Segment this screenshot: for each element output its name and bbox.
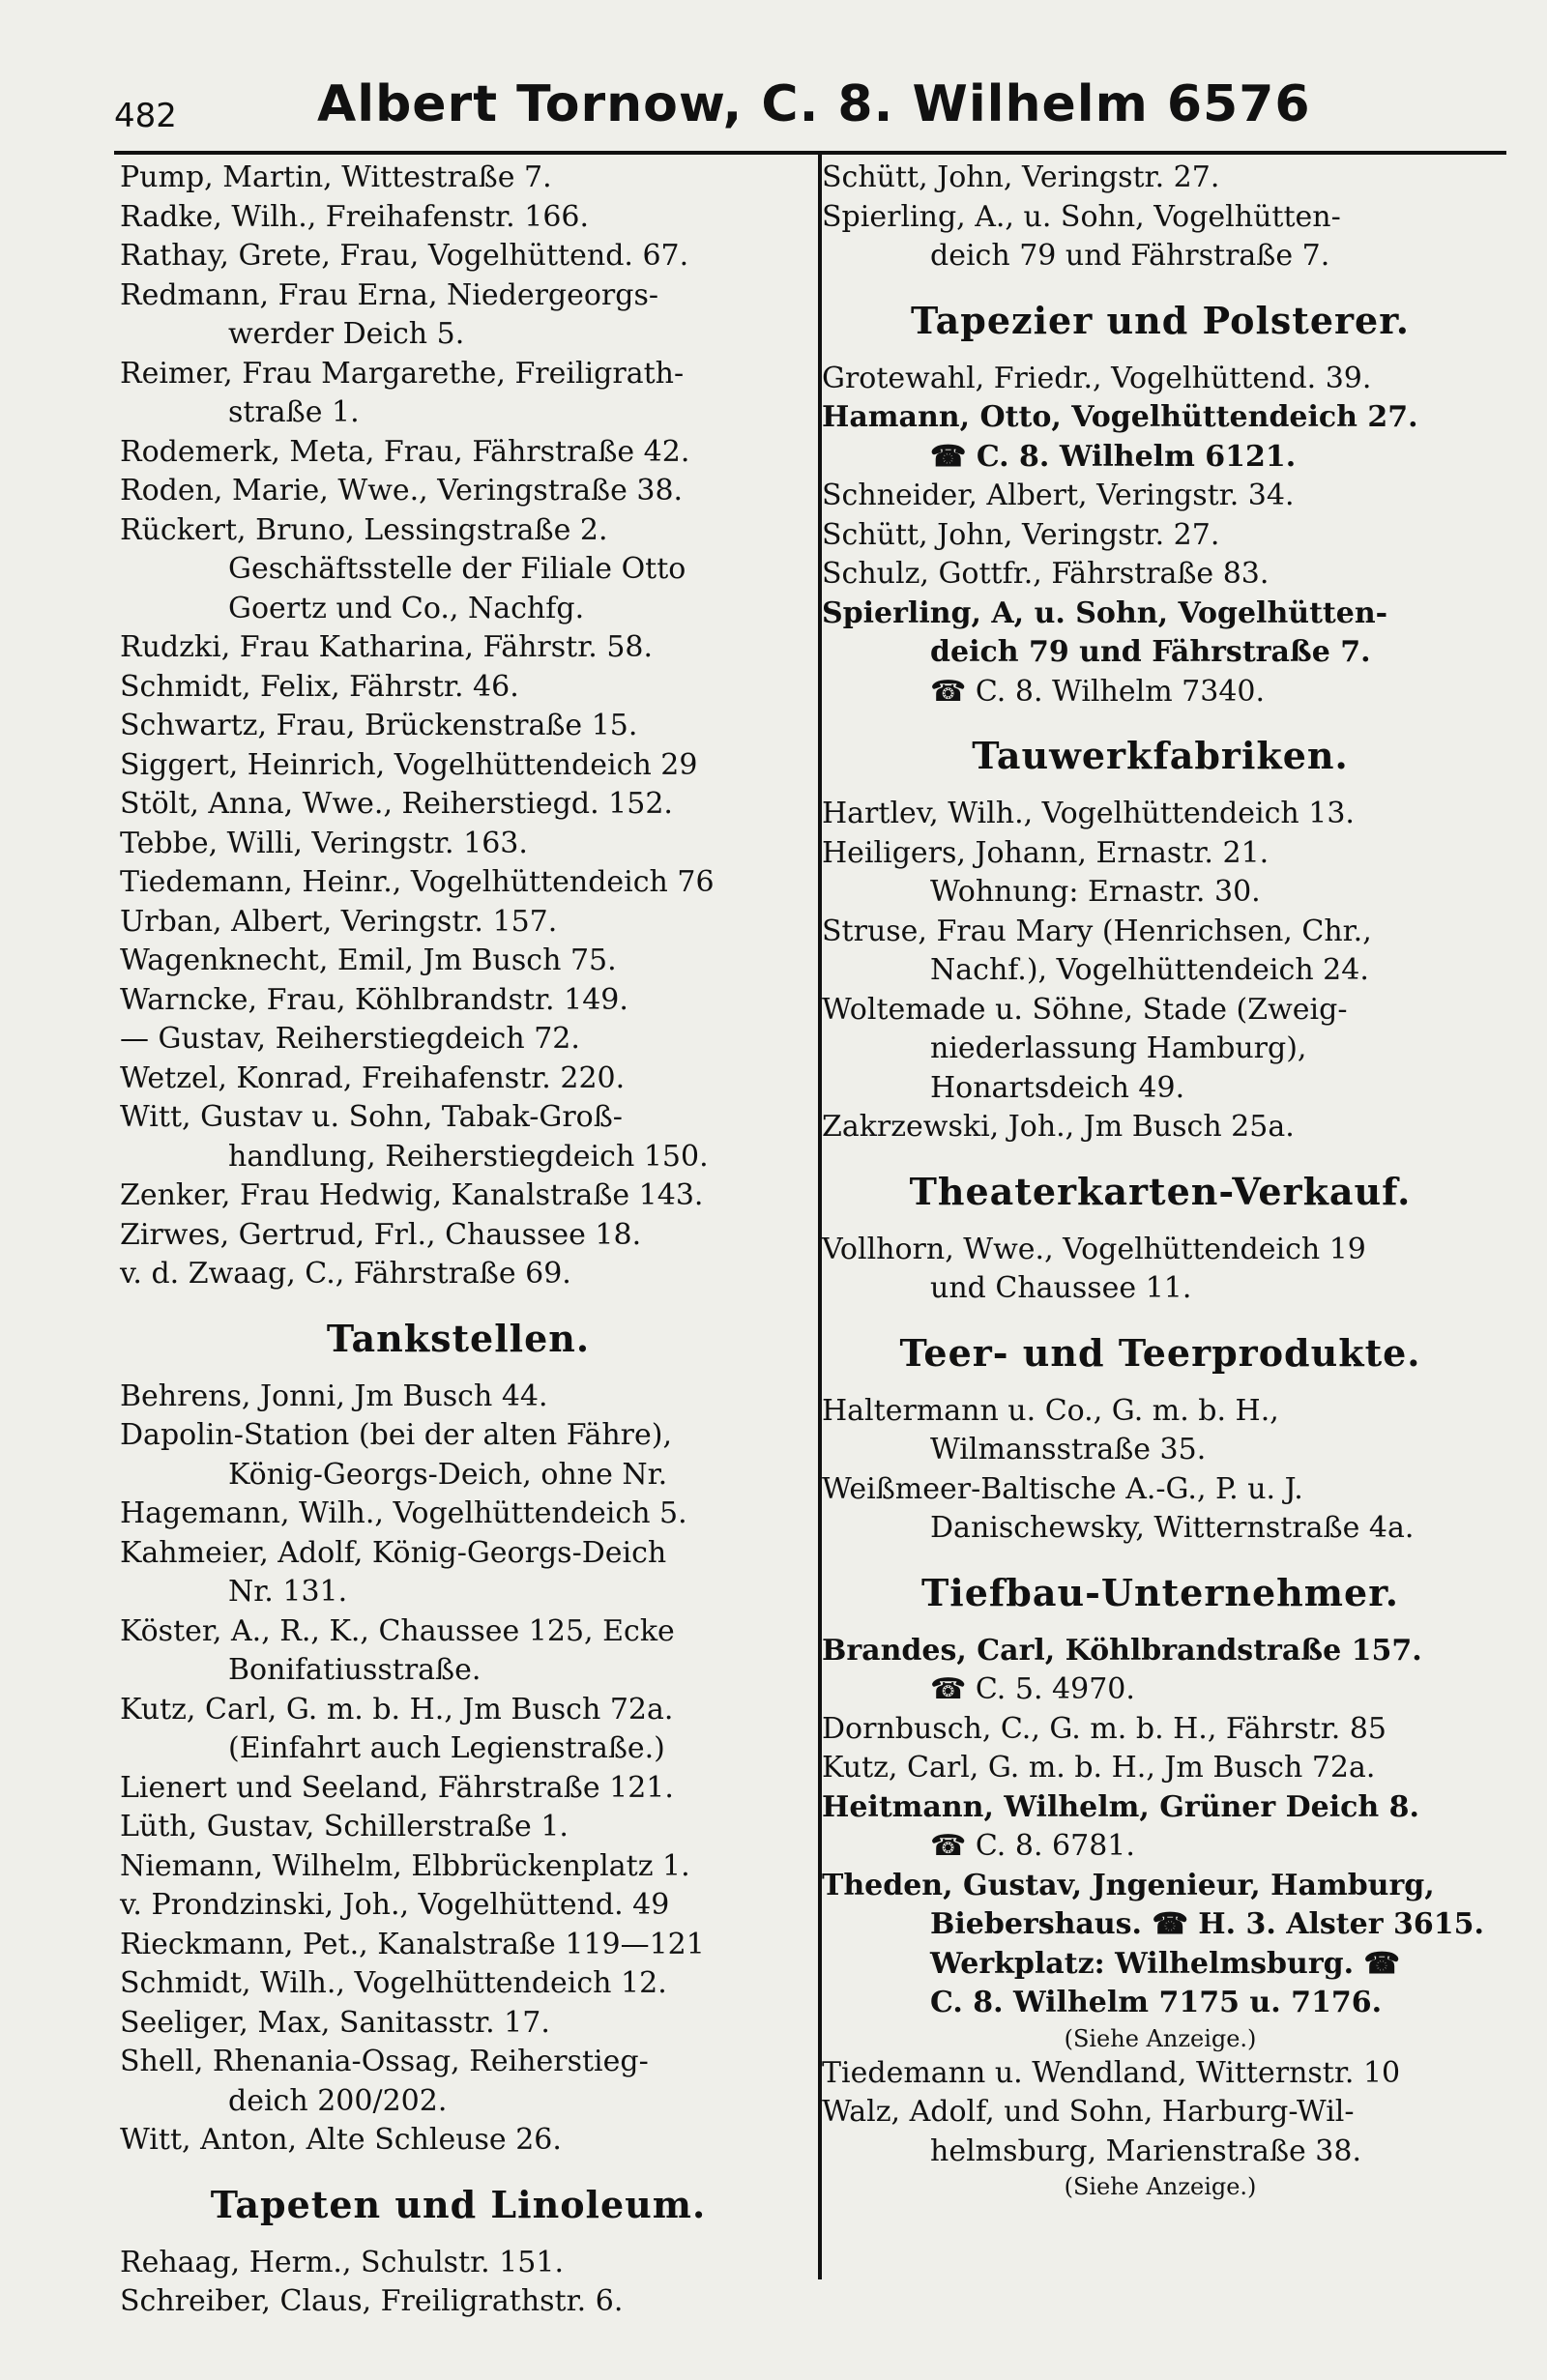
directory-entry: v. Prondzinski, Joh., Vogelhüttend. 49 <box>120 1888 670 1922</box>
directory-entry: Rückert, Bruno, Lessingstraße 2. <box>120 512 608 547</box>
directory-entry: Schütt, John, Veringstr. 27. <box>822 160 1220 194</box>
directory-entry: Rodemerk, Meta, Frau, Fährstraße 42. <box>120 434 690 469</box>
directory-entry: Dornbusch, C., G. m. b. H., Fährstr. 85 <box>822 1711 1386 1746</box>
section-heading: Teer- und Teerprodukte. <box>899 1330 1421 1375</box>
directory-entry: Warncke, Frau, Köhlbrandstr. 149. <box>120 982 628 1017</box>
directory-entry: Behrens, Jonni, Jm Busch 44. <box>120 1379 548 1413</box>
directory-entry-continuation: niederlassung Hamburg), <box>930 1031 1307 1065</box>
directory-entry: Rathay, Grete, Frau, Vogelhüttend. 67. <box>120 239 689 273</box>
directory-entry-continuation: Bonifatiusstraße. <box>228 1653 482 1687</box>
directory-entry: Vollhorn, Wwe., Vogelhüttendeich 19 <box>822 1232 1366 1266</box>
directory-entry: Pump, Martin, Wittestraße 7. <box>120 160 552 194</box>
directory-entry: Rudzki, Frau Katharina, Fährstr. 58. <box>120 630 654 664</box>
directory-entry: Spierling, A, u. Sohn, Vogelhütten- <box>822 595 1388 630</box>
directory-entry: Kutz, Carl, G. m. b. H., Jm Busch 72a. <box>822 1751 1376 1785</box>
directory-entry: Schmidt, Wilh., Vogelhüttendeich 12. <box>120 1966 667 2000</box>
directory-entry-continuation: Wilmansstraße 35. <box>930 1433 1207 1466</box>
left-column <box>120 159 797 2322</box>
directory-entry-continuation: werder Deich 5. <box>228 317 465 351</box>
directory-entry-continuation: handlung, Reiherstiegdeich 150. <box>228 1139 709 1174</box>
directory-entry-continuation: ☎ C. 5. 4970. <box>930 1672 1135 1706</box>
directory-entry: Niemann, Wilhelm, Elbbrückenplatz 1. <box>120 1848 690 1883</box>
directory-entry-continuation: Wohnung: Ernastr. 30. <box>930 875 1261 909</box>
directory-entry: Hartlev, Wilh., Vogelhüttendeich 13. <box>822 797 1355 830</box>
directory-entry: Rehaag, Herm., Schulstr. 151. <box>120 2245 564 2279</box>
see-advertisement-note: (Siehe Anzeige.) <box>1064 2173 1257 2200</box>
directory-entry: Lienert und Seeland, Fährstraße 121. <box>120 1770 674 1805</box>
section-heading: Tiefbau-Unternehmer. <box>921 1570 1399 1614</box>
directory-entry: Siggert, Heinrich, Vogelhüttendeich 29 <box>120 747 698 782</box>
directory-entry-continuation: Biebershaus. ☎ H. 3. Alster 3615. <box>930 1907 1484 1941</box>
section-heading: Tauwerkfabriken. <box>972 734 1349 777</box>
directory-entry-continuation: deich 79 und Fährstraße 7. <box>930 239 1330 273</box>
directory-entry-continuation: Geschäftsstelle der Filiale Otto <box>228 552 686 586</box>
directory-entry-continuation: Goertz und Co., Nachfg. <box>228 591 585 625</box>
directory-entry: Heiligers, Johann, Ernastr. 21. <box>822 835 1270 870</box>
directory-entry: Schneider, Albert, Veringstr. 34. <box>822 479 1295 512</box>
directory-entry: Radke, Wilh., Freihafenstr. 166. <box>120 199 590 234</box>
directory-entry: Lüth, Gustav, Schillerstraße 1. <box>120 1810 569 1843</box>
directory-entry: Hamann, Otto, Vogelhüttendeich 27. <box>822 400 1418 434</box>
directory-entry: Schreiber, Claus, Freiligrathstr. 6. <box>120 2284 624 2318</box>
directory-entry-continuation: Nr. 131. <box>228 1575 348 1609</box>
directory-entry: Zenker, Frau Hedwig, Kanalstraße 143. <box>120 1178 704 1212</box>
directory-entry-continuation: ☎ C. 8. 6781. <box>930 1829 1135 1863</box>
directory-entry-continuation: König-Georgs-Deich, ohne Nr. <box>228 1457 668 1492</box>
section-heading: Tankstellen. <box>326 1316 591 1360</box>
directory-entry: Seeliger, Max, Sanitasstr. 17. <box>120 2005 550 2040</box>
directory-entry-continuation: Nachf.), Vogelhüttendeich 24. <box>930 953 1369 987</box>
directory-entry-continuation: ☎ C. 8. Wilhelm 7340. <box>930 674 1266 709</box>
directory-entry: Schmidt, Felix, Fährstr. 46. <box>120 669 519 704</box>
directory-entry-continuation: Danischewsky, Witternstraße 4a. <box>930 1511 1415 1545</box>
directory-entry: Spierling, A., u. Sohn, Vogelhütten- <box>822 199 1341 234</box>
directory-entry-continuation: ☎ C. 8. Wilhelm 6121. <box>930 439 1297 474</box>
page-header <box>114 75 1506 143</box>
directory-entry: Kahmeier, Adolf, König-Georgs-Deich <box>120 1535 667 1570</box>
section-heading: Tapeten und Linoleum. <box>210 2182 707 2226</box>
directory-entry: Schulz, Gottfr., Fährstraße 83. <box>822 557 1270 591</box>
directory-entry-continuation: Honartsdeich 49. <box>930 1070 1185 1105</box>
directory-entry-continuation: straße 1. <box>228 395 360 429</box>
see-advertisement-note: (Siehe Anzeige.) <box>1064 2024 1257 2052</box>
directory-entry: v. d. Zwaag, C., Fährstraße 69. <box>120 1257 571 1291</box>
directory-entry-continuation: C. 8. Wilhelm 7175 u. 7176. <box>930 1986 1383 2019</box>
directory-entry: Struse, Frau Mary (Henrichsen, Chr., <box>822 914 1372 948</box>
directory-entry: Urban, Albert, Veringstr. 157. <box>120 904 558 939</box>
directory-entry: Shell, Rhenania-Ossag, Reiherstieg- <box>120 2045 649 2078</box>
directory-entry: Kutz, Carl, G. m. b. H., Jm Busch 72a. <box>120 1692 674 1727</box>
directory-entry: Köster, A., R., K., Chaussee 125, Ecke <box>120 1613 675 1648</box>
directory-entry: Haltermann u. Co., G. m. b. H., <box>822 1393 1279 1428</box>
directory-entry: Walz, Adolf, und Sohn, Harburg-Wil- <box>822 2095 1355 2129</box>
directory-entry: Zakrzewski, Joh., Jm Busch 25a. <box>822 1110 1295 1144</box>
directory-entry: Tiedemann, Heinr., Vogelhüttendeich 76 <box>120 865 715 899</box>
directory-entry: Redmann, Frau Erna, Niedergeorgs- <box>120 277 659 312</box>
directory-entry: Grotewahl, Friedr., Vogelhüttend. 39. <box>822 361 1372 395</box>
header-rule <box>114 151 1506 155</box>
directory-entry: Brandes, Carl, Köhlbrandstraße 157. <box>822 1633 1422 1668</box>
directory-entry-continuation: Werkplatz: Wilhelmsburg. ☎ <box>930 1946 1400 1981</box>
page-number: 482 <box>114 97 177 135</box>
directory-entry: Schütt, John, Veringstr. 27. <box>822 517 1220 552</box>
directory-entry-continuation: deich 200/202. <box>228 2083 448 2118</box>
header-advertisement: Albert Tornow, C. 8. Wilhelm 6576 <box>317 75 1311 133</box>
right-column <box>822 159 1499 2202</box>
directory-entry: Witt, Anton, Alte Schleuse 26. <box>120 2123 562 2157</box>
directory-entry: Stölt, Anna, Wwe., Reiherstiegd. 152. <box>120 787 673 821</box>
directory-entry: Reimer, Frau Margarethe, Freiligrath- <box>120 356 685 391</box>
directory-entry: Weißmeer-Baltische A.-G., P. u. J. <box>822 1471 1303 1506</box>
directory-entry-continuation: und Chaussee 11. <box>930 1271 1192 1305</box>
directory-entry: Witt, Gustav u. Sohn, Tabak-Groß- <box>120 1100 623 1134</box>
directory-entry: Dapolin-Station (bei der alten Fähre), <box>120 1418 673 1452</box>
directory-entry: Zirwes, Gertrud, Frl., Chaussee 18. <box>120 1217 642 1252</box>
directory-entry: Wagenknecht, Emil, Jm Busch 75. <box>120 943 617 977</box>
directory-entry-continuation: deich 79 und Fährstraße 7. <box>930 635 1371 669</box>
directory-entry: — Gustav, Reiherstiegdeich 72. <box>120 1022 580 1056</box>
directory-entry: Tiedemann u. Wendland, Witternstr. 10 <box>822 2055 1401 2090</box>
directory-entry: Heitmann, Wilhelm, Grüner Deich 8. <box>822 1789 1419 1824</box>
directory-entry-continuation: (Einfahrt auch Legienstraße.) <box>228 1731 665 1765</box>
section-heading: Theaterkarten-Verkauf. <box>909 1169 1412 1213</box>
directory-entry: Rieckmann, Pet., Kanalstraße 119—121 <box>120 1927 705 1961</box>
directory-entry: Wetzel, Konrad, Freihafenstr. 220. <box>120 1060 626 1095</box>
directory-entry: Woltemade u. Söhne, Stade (Zweig- <box>822 992 1348 1027</box>
directory-entry: Roden, Marie, Wwe., Veringstraße 38. <box>120 474 684 508</box>
directory-entry: Tebbe, Willi, Veringstr. 163. <box>120 826 528 860</box>
directory-entry-continuation: helmsburg, Marienstraße 38. <box>930 2133 1361 2168</box>
directory-entry: Schwartz, Frau, Brückenstraße 15. <box>120 709 638 742</box>
directory-entry: Hagemann, Wilh., Vogelhüttendeich 5. <box>120 1496 687 1530</box>
directory-entry: Theden, Gustav, Jngenieur, Hamburg, <box>822 1868 1435 1902</box>
section-heading: Tapezier und Polsterer. <box>911 298 1410 342</box>
